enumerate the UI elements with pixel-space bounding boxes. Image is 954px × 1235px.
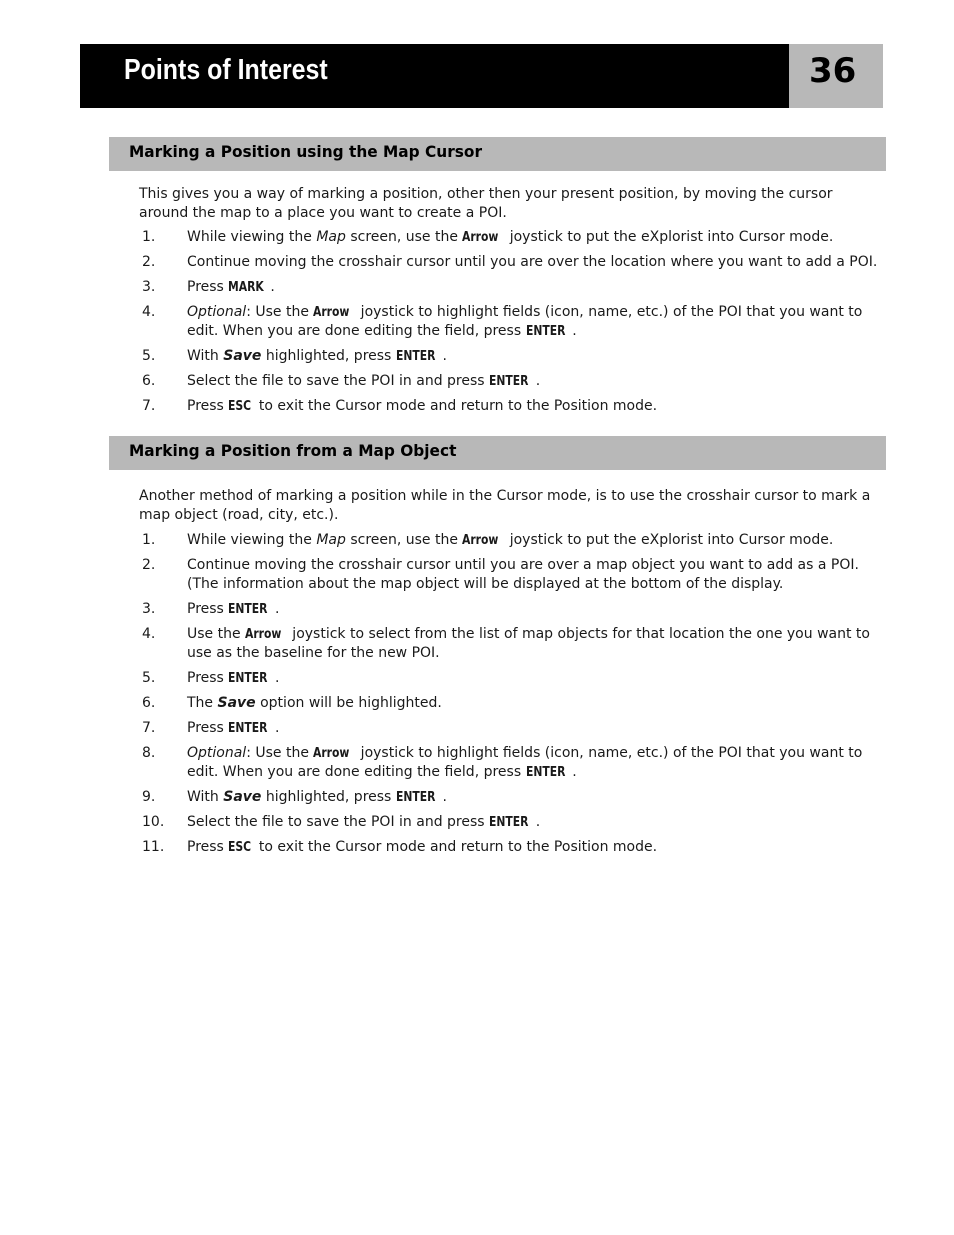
step-text [187, 347, 884, 366]
step-text-run: With [187, 348, 224, 364]
step-text-run: to exit the Cursor mode and return to the Position mode. [254, 398, 658, 414]
step-text-run: : Use the [246, 304, 314, 320]
step-text [187, 278, 884, 297]
save-option-label: Save [223, 789, 262, 805]
chapter-header-bar [80, 44, 789, 108]
step-text-run: . [572, 764, 577, 780]
step-text-run: . [535, 373, 541, 389]
step-text [187, 744, 884, 782]
step-text [187, 372, 884, 391]
step-text-run: Press [187, 279, 229, 295]
key-name: Arrow [462, 229, 499, 245]
section-heading-bar [109, 436, 886, 470]
key-name: ESC [228, 839, 252, 855]
step-text-run: Select the file to save the POI in and press [187, 373, 490, 389]
step-number: 10. [142, 814, 165, 830]
key-name: ENTER [489, 373, 529, 389]
step-text-run: joystick to highlight fields (icon, name, etc.) of the POI that you want to edit. When you are done editing the field, press [187, 745, 863, 780]
key-name: Arrow [313, 745, 350, 761]
key-name: ENTER [395, 789, 436, 805]
step-text-run: joystick to select from the list of map objects for that location the one you want to use as the baseline for the new POI. [187, 626, 870, 661]
key-name: ENTER [525, 323, 566, 339]
step-text [187, 719, 884, 738]
step-text [187, 397, 884, 416]
step-text-run: . [572, 323, 577, 339]
step-text [187, 788, 884, 807]
step-text-run: Continue moving the crosshair cursor until you are over a map object you want to add as a POI. (The information about the map object will be displayed at the bottom of the display. [187, 557, 859, 592]
section-intro: Another method of marking a position while in the Cursor mode, is to use the crosshair cursor to mark a map object (road, city, etc.). [139, 488, 871, 523]
step-text-run: Press [187, 601, 229, 617]
key-name: ENTER [395, 348, 436, 364]
step-text-run: : Use the [246, 745, 314, 761]
step-text-run: highlighted, press [261, 789, 396, 805]
key-name: ENTER [489, 814, 529, 830]
save-option-label: Save [223, 348, 262, 364]
step-number: 4. [142, 626, 156, 642]
step-number: 9. [142, 789, 156, 805]
key-name: ESC [228, 398, 252, 414]
page-number-box [789, 44, 883, 108]
key-name: Arrow [245, 626, 282, 642]
step-number: 1. [142, 532, 156, 548]
step-text [187, 625, 884, 663]
step-text-run: Select the file to save the POI in and press [187, 814, 490, 830]
key-name: ENTER [228, 601, 268, 617]
step-text-run: Use the [187, 626, 246, 642]
step-text [187, 838, 884, 857]
step-number: 3. [142, 601, 156, 617]
step-text-run: While viewing the [187, 229, 317, 245]
emphasis-text: Optional [187, 745, 247, 761]
step-text-run: joystick to highlight fields (icon, name, etc.) of the POI that you want to edit. When you are done editing the field, press [187, 304, 863, 339]
section-heading-bar [109, 137, 886, 171]
step-text [187, 694, 884, 713]
step-text [187, 253, 884, 272]
emphasis-text: Map [316, 532, 346, 548]
step-text-run: screen, use the [345, 532, 463, 548]
step-text [187, 531, 884, 550]
emphasis-text: Optional [187, 304, 247, 320]
key-name: MARK [228, 279, 265, 295]
step-text-run: joystick to put the eXplorist into Cursor mode. [505, 532, 834, 548]
step-text-run: to exit the Cursor mode and return to the Position mode. [254, 839, 658, 855]
step-text-run: . [274, 601, 280, 617]
step-number: 4. [142, 304, 156, 320]
step-text-run: With [187, 789, 224, 805]
step-number: 2. [142, 254, 156, 270]
step-text-run: . [270, 279, 275, 295]
step-text-run: highlighted, press [261, 348, 396, 364]
emphasis-text: Map [316, 229, 346, 245]
step-text [187, 600, 884, 619]
section-title: Marking a Position using the Map Cursor [129, 142, 483, 161]
step-text-run: The [187, 695, 218, 711]
step-number: 3. [142, 279, 156, 295]
step-text-run: option will be highlighted. [255, 695, 442, 711]
step-text [187, 556, 884, 594]
step-text-run: Press [187, 720, 229, 736]
step-text-run: While viewing the [187, 532, 317, 548]
step-text-run: . [274, 670, 280, 686]
step-text [187, 303, 884, 341]
step-text-run: Press [187, 398, 229, 414]
step-number: 7. [142, 720, 156, 736]
step-number: 6. [142, 373, 156, 389]
key-name: Arrow [313, 304, 350, 320]
step-text-run: . [535, 814, 541, 830]
step-text-run: Press [187, 839, 229, 855]
key-name: ENTER [525, 764, 566, 780]
save-option-label: Save [217, 695, 256, 711]
step-text [187, 228, 884, 247]
step-number: 2. [142, 557, 156, 573]
step-text [187, 669, 884, 688]
section-intro: This gives you a way of marking a position, other then your present position, by moving the cursor around the map to a place you want to create a POI. [139, 186, 833, 221]
key-name: ENTER [228, 670, 268, 686]
key-name: Arrow [462, 532, 499, 548]
step-number: 7. [142, 398, 156, 414]
section-title: Marking a Position from a Map Object [129, 441, 457, 460]
step-text-run: Continue moving the crosshair cursor until you are over the location where you want to add a POI. [187, 254, 878, 270]
step-number: 6. [142, 695, 156, 711]
step-number: 11. [142, 839, 165, 855]
step-text-run: . [274, 720, 280, 736]
step-text [187, 813, 884, 832]
step-number: 5. [142, 348, 156, 364]
chapter-title: Points of Interest [124, 54, 328, 86]
page-number: 36 [809, 51, 857, 91]
step-text-run: joystick to put the eXplorist into Cursor mode. [505, 229, 834, 245]
step-text-run: screen, use the [345, 229, 463, 245]
step-text-run: . [442, 789, 447, 805]
step-text-run: . [442, 348, 447, 364]
key-name: ENTER [228, 720, 268, 736]
step-number: 1. [142, 229, 156, 245]
step-text-run: Press [187, 670, 229, 686]
step-number: 5. [142, 670, 156, 686]
step-number: 8. [142, 745, 156, 761]
